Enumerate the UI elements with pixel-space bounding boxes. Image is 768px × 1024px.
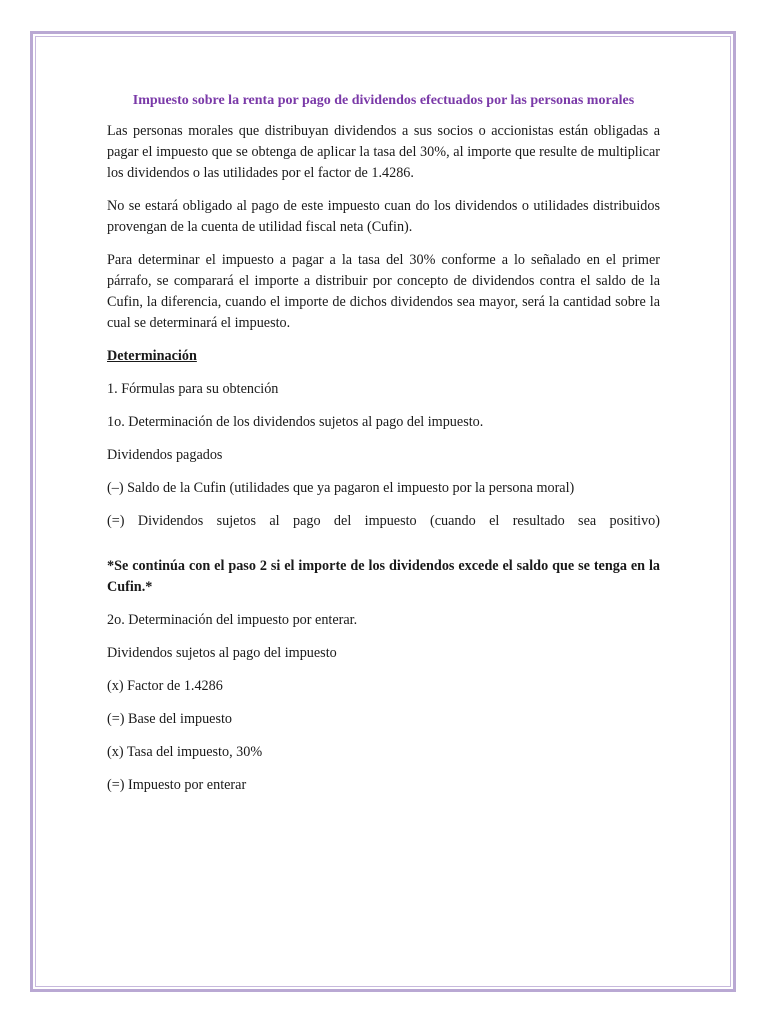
step2-line-heading: 2o. Determinación del impuesto por enterar.	[107, 612, 358, 628]
step-line-taxable-dividends: (=) Dividendos sujetos al pago del impuesto (cuando el resultado sea positivo)	[107, 513, 660, 529]
paragraph-intro: Las personas morales que distribuyan dividendos a sus socios o accionistas están obligadas a pagar el impuesto que se obtenga de aplicar la tasa del 30%, al importe que resulte de multiplicar los dividendos o las utilidades por el factor de 1.4286.	[107, 123, 660, 181]
document-title: Impuesto sobre la renta por pago de dividendos efectuados por las personas morales	[132, 93, 635, 108]
step2-line-tax-rate: (x) Tasa del impuesto, 30%	[107, 744, 263, 760]
paragraph-exemption: No se estará obligado al pago de este impuesto cuan do los dividendos o utilidades distribuidos provengan de la cuenta de utilidad fiscal neta (Cufin).	[107, 198, 660, 235]
section-heading: Determinación	[107, 348, 197, 364]
step-line-formulas: 1. Fórmulas para su obtención	[107, 381, 279, 397]
step-line-first: 1o. Determinación de los dividendos sujetos al pago del impuesto.	[107, 414, 484, 430]
step2-line-tax-base: (=) Base del impuesto	[107, 711, 233, 727]
step-line-cufin-balance: (–) Saldo de la Cufin (utilidades que ya pagaron el impuesto por la persona moral)	[107, 480, 575, 496]
step2-line-taxable-dividends: Dividendos sujetos al pago del impuesto	[107, 645, 337, 661]
step2-line-tax-due: (=) Impuesto por enterar	[107, 777, 247, 793]
document-body	[107, 90, 660, 808]
paragraph-calculation: Para determinar el impuesto a pagar a la tasa del 30% conforme a lo señalado en el primer párrafo, se comparará el importe a distribuir por concepto de dividendos contra el saldo de la Cufin, la diferencia, cuando el importe de dichos dividendos sea mayor, será la cantidad sobre la cual se determinará el impuesto.	[107, 252, 660, 331]
note-step-two: *Se continúa con el paso 2 si el importe de los dividendos excede el saldo que se tenga en la Cufin.*	[107, 558, 660, 595]
step-line-dividends-paid: Dividendos pagados	[107, 447, 223, 463]
step2-line-factor: (x) Factor de 1.4286	[107, 678, 223, 694]
